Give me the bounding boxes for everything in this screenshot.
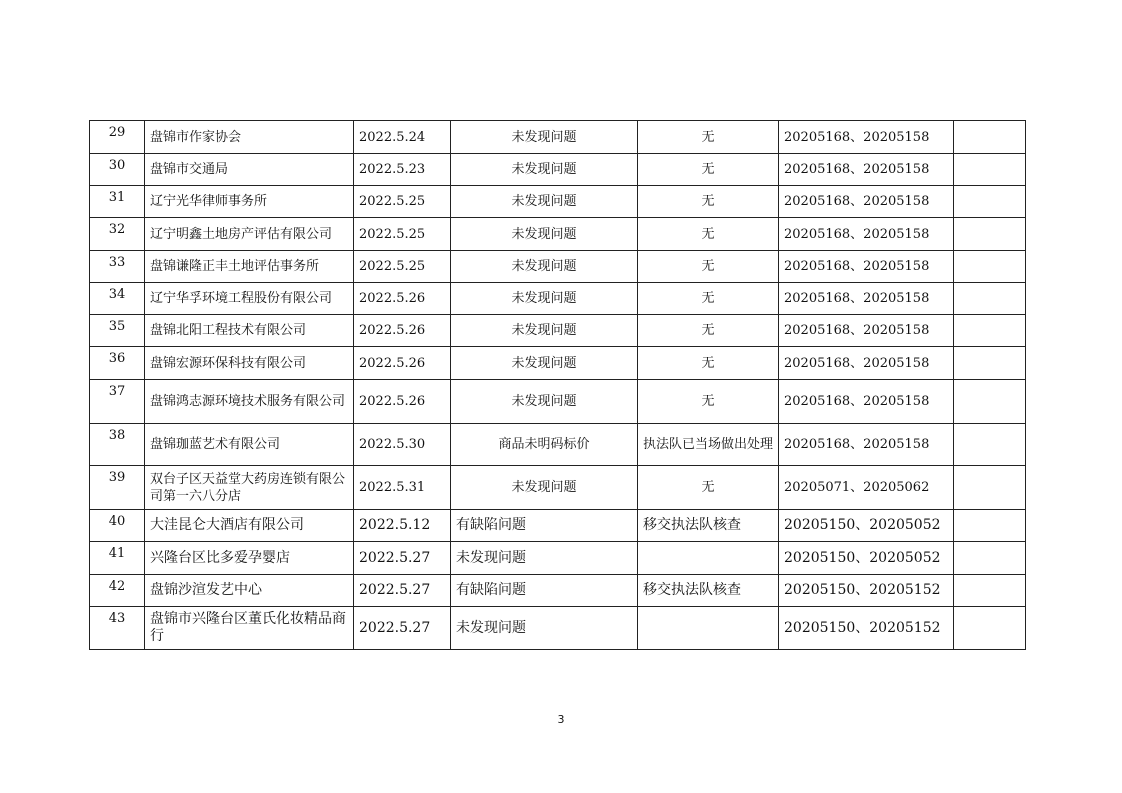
table-row xyxy=(90,218,1026,251)
inspection-result: 未发现问题 xyxy=(451,607,638,650)
row-number: 36 xyxy=(90,347,145,380)
entity-name: 辽宁明鑫土地房产评估有限公司 xyxy=(145,218,354,251)
inspection-date: 2022.5.12 xyxy=(354,510,451,542)
entity-name: 盘锦北阳工程技术有限公司 xyxy=(145,315,354,347)
table-row xyxy=(90,154,1026,186)
row-number: 40 xyxy=(90,510,145,542)
inspection-date: 2022.5.27 xyxy=(354,607,451,650)
inspection-result: 未发现问题 xyxy=(451,542,638,575)
handling-status: 无 xyxy=(638,251,779,283)
inspection-date: 2022.5.27 xyxy=(354,575,451,607)
inspection-date: 2022.5.30 xyxy=(354,424,451,466)
entity-name: 双台子区天益堂大药房连锁有限公司第一六八分店 xyxy=(145,466,354,510)
inspection-date: 2022.5.23 xyxy=(354,154,451,186)
handling-status: 移交执法队核查 xyxy=(638,510,779,542)
reference-ids: 20205168、20205158 xyxy=(779,154,954,186)
row-number: 43 xyxy=(90,607,145,650)
reference-ids: 20205168、20205158 xyxy=(779,283,954,315)
entity-name: 辽宁光华律师事务所 xyxy=(145,186,354,218)
reference-ids: 20205150、20205052 xyxy=(779,542,954,575)
entity-name: 盘锦市兴隆台区董氏化妆精品商行 xyxy=(145,607,354,650)
handling-status: 移交执法队核查 xyxy=(638,575,779,607)
note-cell xyxy=(954,510,1026,542)
entity-name: 盘锦珈蓝艺术有限公司 xyxy=(145,424,354,466)
row-number: 35 xyxy=(90,315,145,347)
note-cell xyxy=(954,347,1026,380)
table-row xyxy=(90,466,1026,510)
note-cell xyxy=(954,315,1026,347)
handling-status: 无 xyxy=(638,466,779,510)
row-number: 29 xyxy=(90,121,145,154)
row-number: 38 xyxy=(90,424,145,466)
inspection-table xyxy=(89,120,1026,650)
note-cell xyxy=(954,154,1026,186)
inspection-date: 2022.5.25 xyxy=(354,218,451,251)
table-row xyxy=(90,121,1026,154)
reference-ids: 20205150、20205052 xyxy=(779,510,954,542)
table-row xyxy=(90,575,1026,607)
inspection-date: 2022.5.26 xyxy=(354,283,451,315)
handling-status: 无 xyxy=(638,380,779,424)
table-row xyxy=(90,186,1026,218)
reference-ids: 20205071、20205062 xyxy=(779,466,954,510)
reference-ids: 20205150、20205152 xyxy=(779,607,954,650)
table-row xyxy=(90,315,1026,347)
row-number: 32 xyxy=(90,218,145,251)
reference-ids: 20205168、20205158 xyxy=(779,424,954,466)
note-cell xyxy=(954,283,1026,315)
reference-ids: 20205168、20205158 xyxy=(779,380,954,424)
inspection-result: 未发现问题 xyxy=(451,315,638,347)
entity-name: 盘锦市交通局 xyxy=(145,154,354,186)
inspection-result: 未发现问题 xyxy=(451,283,638,315)
row-number: 42 xyxy=(90,575,145,607)
table-row xyxy=(90,283,1026,315)
table-row xyxy=(90,347,1026,380)
inspection-date: 2022.5.25 xyxy=(354,186,451,218)
note-cell xyxy=(954,218,1026,251)
handling-status: 无 xyxy=(638,186,779,218)
inspection-date: 2022.5.25 xyxy=(354,251,451,283)
entity-name: 盘锦谦隆正丰土地评估事务所 xyxy=(145,251,354,283)
row-number: 33 xyxy=(90,251,145,283)
entity-name: 盘锦市作家协会 xyxy=(145,121,354,154)
inspection-result: 未发现问题 xyxy=(451,154,638,186)
inspection-result: 未发现问题 xyxy=(451,380,638,424)
row-number: 41 xyxy=(90,542,145,575)
inspection-result: 有缺陷问题 xyxy=(451,575,638,607)
reference-ids: 20205168、20205158 xyxy=(779,186,954,218)
row-number: 30 xyxy=(90,154,145,186)
note-cell xyxy=(954,575,1026,607)
page-number: 3 xyxy=(557,713,565,726)
inspection-date: 2022.5.26 xyxy=(354,380,451,424)
note-cell xyxy=(954,121,1026,154)
entity-name: 辽宁华孚环境工程股份有限公司 xyxy=(145,283,354,315)
table-row xyxy=(90,607,1026,650)
handling-status: 无 xyxy=(638,154,779,186)
reference-ids: 20205168、20205158 xyxy=(779,347,954,380)
row-number: 39 xyxy=(90,466,145,510)
inspection-date: 2022.5.26 xyxy=(354,347,451,380)
table-row xyxy=(90,510,1026,542)
handling-status: 无 xyxy=(638,121,779,154)
entity-name: 兴隆台区比多爱孕婴店 xyxy=(145,542,354,575)
table-row xyxy=(90,380,1026,424)
table-row xyxy=(90,251,1026,283)
entity-name: 大洼昆仑大酒店有限公司 xyxy=(145,510,354,542)
row-number: 37 xyxy=(90,380,145,424)
table-row xyxy=(90,424,1026,466)
entity-name: 盘锦鸿志源环境技术服务有限公司 xyxy=(145,380,354,424)
inspection-date: 2022.5.31 xyxy=(354,466,451,510)
reference-ids: 20205168、20205158 xyxy=(779,121,954,154)
table-row xyxy=(90,542,1026,575)
reference-ids: 20205168、20205158 xyxy=(779,218,954,251)
handling-status xyxy=(638,607,779,650)
inspection-result: 未发现问题 xyxy=(451,251,638,283)
inspection-date: 2022.5.27 xyxy=(354,542,451,575)
handling-status: 无 xyxy=(638,347,779,380)
inspection-result: 有缺陷问题 xyxy=(451,510,638,542)
note-cell xyxy=(954,380,1026,424)
note-cell xyxy=(954,466,1026,510)
handling-status: 无 xyxy=(638,218,779,251)
inspection-date: 2022.5.26 xyxy=(354,315,451,347)
note-cell xyxy=(954,424,1026,466)
inspection-result: 商品未明码标价 xyxy=(451,424,638,466)
reference-ids: 20205168、20205158 xyxy=(779,315,954,347)
inspection-result: 未发现问题 xyxy=(451,347,638,380)
inspection-date: 2022.5.24 xyxy=(354,121,451,154)
reference-ids: 20205168、20205158 xyxy=(779,251,954,283)
row-number: 31 xyxy=(90,186,145,218)
inspection-result: 未发现问题 xyxy=(451,218,638,251)
inspection-result: 未发现问题 xyxy=(451,121,638,154)
handling-status xyxy=(638,542,779,575)
inspection-result: 未发现问题 xyxy=(451,186,638,218)
inspection-result: 未发现问题 xyxy=(451,466,638,510)
note-cell xyxy=(954,607,1026,650)
note-cell xyxy=(954,251,1026,283)
note-cell xyxy=(954,542,1026,575)
handling-status: 无 xyxy=(638,283,779,315)
entity-name: 盘锦宏源环保科技有限公司 xyxy=(145,347,354,380)
entity-name: 盘锦沙渲发艺中心 xyxy=(145,575,354,607)
row-number: 34 xyxy=(90,283,145,315)
handling-status: 执法队已当场做出处理 xyxy=(638,424,779,466)
note-cell xyxy=(954,186,1026,218)
reference-ids: 20205150、20205152 xyxy=(779,575,954,607)
handling-status: 无 xyxy=(638,315,779,347)
